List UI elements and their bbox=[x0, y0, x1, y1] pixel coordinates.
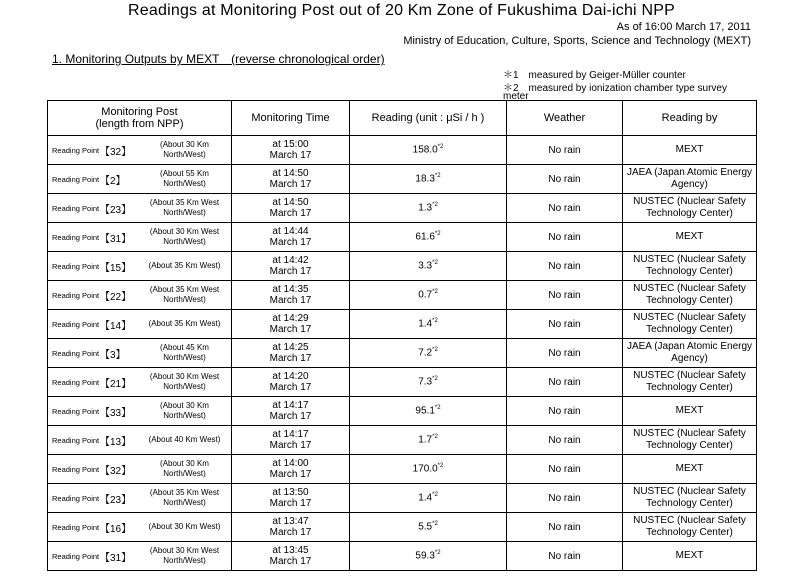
reading-value: 7.2 bbox=[418, 347, 433, 359]
reading-point-location bbox=[140, 343, 231, 363]
cell-reading-by bbox=[623, 252, 757, 281]
table-row bbox=[48, 310, 757, 339]
reading-point-id: 【15】 bbox=[100, 262, 132, 274]
location-line1: (About 35 Km West bbox=[149, 198, 220, 207]
location-line2: North/West) bbox=[163, 150, 206, 159]
reading-footnote-mark: *2 bbox=[432, 289, 438, 296]
time-line2: March 17 bbox=[269, 353, 312, 364]
reading-point-label: Reading Point bbox=[52, 522, 100, 532]
cell-monitoring-post bbox=[48, 455, 232, 484]
time-line1: at 14:44 bbox=[272, 226, 309, 237]
reading-footnote-mark: *2 bbox=[432, 434, 438, 441]
table-row bbox=[48, 136, 757, 165]
cell-reading-by bbox=[623, 223, 757, 252]
cell-weather: No rain bbox=[507, 426, 623, 455]
cell-reading-by bbox=[623, 455, 757, 484]
reading-by-line1: MEXT bbox=[675, 550, 704, 561]
time-line2: March 17 bbox=[269, 469, 312, 480]
reading-point-id: 【22】 bbox=[100, 291, 132, 303]
cell-reading bbox=[350, 252, 507, 281]
time-line1: at 13:47 bbox=[272, 516, 309, 527]
cell-monitoring-time bbox=[232, 165, 350, 194]
reading-by-line1: MEXT bbox=[675, 144, 704, 155]
reading-point-label: Reading Point bbox=[52, 319, 100, 329]
cell-reading bbox=[350, 484, 507, 513]
time-line1: at 14:00 bbox=[272, 458, 309, 469]
cell-reading-by bbox=[623, 397, 757, 426]
cell-monitoring-post bbox=[48, 339, 232, 368]
time-line2: March 17 bbox=[269, 527, 312, 538]
reading-by-line1: NUSTEC (Nuclear Safety bbox=[633, 515, 746, 526]
section-heading: 1. Monitoring Outputs by MEXT (reverse chronological order) bbox=[52, 52, 385, 66]
reading-point-label: Reading Point bbox=[52, 377, 100, 387]
table-body bbox=[48, 136, 757, 571]
location-line1: (About 30 Km West bbox=[149, 372, 220, 381]
cell-reading-by bbox=[623, 542, 757, 571]
reading-by-line1: NUSTEC (Nuclear Safety bbox=[633, 428, 746, 439]
location-line2: North/West) bbox=[163, 382, 206, 391]
reading-value: 170.0 bbox=[412, 463, 438, 475]
reading-point-id: 【13】 bbox=[100, 436, 132, 448]
cell-reading bbox=[350, 223, 507, 252]
time-line1: at 14:25 bbox=[272, 342, 309, 353]
cell-monitoring-post bbox=[48, 368, 232, 397]
reading-point-location bbox=[140, 435, 231, 445]
cell-weather: No rain bbox=[507, 252, 623, 281]
location-line2: North/West) bbox=[163, 208, 206, 217]
table-row bbox=[48, 252, 757, 281]
cell-monitoring-time bbox=[232, 339, 350, 368]
reading-point-label: Reading Point bbox=[52, 348, 100, 358]
cell-reading bbox=[350, 194, 507, 223]
reading-by-line1: JAEA (Japan Atomic Energy bbox=[626, 167, 753, 178]
reading-point-location bbox=[140, 285, 231, 305]
time-line1: at 14:35 bbox=[272, 284, 309, 295]
header-reading-by: Reading by bbox=[623, 101, 757, 136]
time-line2: March 17 bbox=[269, 237, 312, 248]
reading-point-label: Reading Point bbox=[52, 174, 100, 184]
table-row bbox=[48, 542, 757, 571]
cell-reading-by bbox=[623, 281, 757, 310]
reading-by-line1: NUSTEC (Nuclear Safety bbox=[633, 254, 746, 265]
reading-footnote-mark: *2 bbox=[432, 521, 438, 528]
cell-monitoring-post bbox=[48, 252, 232, 281]
location-line1: (About 40 Km West) bbox=[148, 435, 221, 444]
table-row bbox=[48, 194, 757, 223]
cell-monitoring-time bbox=[232, 484, 350, 513]
reading-point-location bbox=[140, 372, 231, 392]
cell-reading bbox=[350, 455, 507, 484]
time-line2: March 17 bbox=[269, 556, 312, 567]
reading-point-label: Reading Point bbox=[52, 493, 100, 503]
reading-by-line1: NUSTEC (Nuclear Safety bbox=[633, 196, 746, 207]
footnote-2: ＊2 measured by ionization chamber type survey bbox=[503, 83, 727, 94]
reading-by-line2: Technology Center) bbox=[646, 208, 733, 219]
reading-point-label: Reading Point bbox=[52, 406, 100, 416]
time-line1: at 13:50 bbox=[272, 487, 309, 498]
reading-by-line2: Technology Center) bbox=[646, 527, 733, 538]
ministry-name: Ministry of Education, Culture, Sports, Science and Technology (MEXT) bbox=[403, 35, 751, 47]
table-row bbox=[48, 426, 757, 455]
table-row bbox=[48, 368, 757, 397]
reading-point-id: 【31】 bbox=[100, 233, 132, 245]
cell-reading-by bbox=[623, 194, 757, 223]
reading-by-line2: Technology Center) bbox=[646, 295, 733, 306]
reading-by-line1: NUSTEC (Nuclear Safety bbox=[633, 486, 746, 497]
reading-point-id: 【2】 bbox=[100, 175, 126, 187]
reading-point-id: 【14】 bbox=[100, 320, 132, 332]
cell-reading bbox=[350, 542, 507, 571]
cell-monitoring-time bbox=[232, 252, 350, 281]
reading-by-line1: NUSTEC (Nuclear Safety bbox=[633, 283, 746, 294]
time-line1: at 14:50 bbox=[272, 197, 309, 208]
location-line1: (About 35 Km West) bbox=[148, 319, 221, 328]
reading-value: 95.1 bbox=[415, 405, 435, 417]
cell-monitoring-time bbox=[232, 310, 350, 339]
footnote-2-continued: meter bbox=[503, 91, 529, 102]
cell-monitoring-post bbox=[48, 165, 232, 194]
time-line2: March 17 bbox=[269, 440, 312, 451]
reading-by-line1: MEXT bbox=[675, 231, 704, 242]
reading-point-label: Reading Point bbox=[52, 261, 100, 271]
table-row bbox=[48, 281, 757, 310]
reading-footnote-mark: *2 bbox=[432, 376, 438, 383]
cell-reading bbox=[350, 368, 507, 397]
reading-point-id: 【3】 bbox=[100, 349, 126, 361]
reading-footnote-mark: *2 bbox=[434, 173, 441, 180]
cell-monitoring-time bbox=[232, 223, 350, 252]
reading-footnote-mark: *2 bbox=[432, 260, 438, 267]
reading-point-location bbox=[140, 227, 231, 247]
reading-footnote-mark: *2 bbox=[437, 144, 444, 151]
reading-by-line2: Technology Center) bbox=[646, 324, 733, 335]
location-line1: (About 35 Km West bbox=[149, 488, 220, 497]
time-line1: at 14:17 bbox=[272, 429, 309, 440]
reading-by-line1: MEXT bbox=[675, 463, 704, 474]
cell-monitoring-time bbox=[232, 368, 350, 397]
time-line2: March 17 bbox=[269, 324, 312, 335]
reading-by-line2: Technology Center) bbox=[646, 382, 733, 393]
reading-by-line1: MEXT bbox=[675, 405, 704, 416]
location-line1: (About 30 Km West bbox=[149, 546, 220, 555]
location-line1: (About 30 Km West bbox=[149, 227, 220, 236]
cell-weather: No rain bbox=[507, 194, 623, 223]
reading-point-label: Reading Point bbox=[52, 203, 100, 213]
reading-by-line2: Agency) bbox=[671, 179, 708, 190]
cell-reading bbox=[350, 513, 507, 542]
reading-point-id: 【32】 bbox=[100, 146, 132, 158]
cell-reading-by bbox=[623, 426, 757, 455]
reading-footnote-mark: *2 bbox=[437, 463, 444, 470]
cell-reading-by bbox=[623, 368, 757, 397]
table-row bbox=[48, 165, 757, 194]
cell-monitoring-post bbox=[48, 426, 232, 455]
cell-weather: No rain bbox=[507, 136, 623, 165]
cell-monitoring-time bbox=[232, 542, 350, 571]
location-line2: North/West) bbox=[163, 411, 206, 420]
reading-value: 7.3 bbox=[418, 376, 433, 388]
cell-reading bbox=[350, 397, 507, 426]
header-reading: Reading (unit : μSi / h ) bbox=[350, 101, 507, 136]
time-line2: March 17 bbox=[269, 411, 312, 422]
reading-point-label: Reading Point bbox=[52, 232, 100, 242]
reading-by-line1: JAEA (Japan Atomic Energy bbox=[626, 341, 753, 352]
cell-reading-by bbox=[623, 339, 757, 368]
reading-value: 3.3 bbox=[418, 260, 433, 272]
reading-point-label: Reading Point bbox=[52, 145, 100, 155]
time-line1: at 14:29 bbox=[272, 313, 309, 324]
reading-point-label: Reading Point bbox=[52, 464, 100, 474]
time-line2: March 17 bbox=[269, 295, 312, 306]
time-line2: March 17 bbox=[269, 179, 312, 190]
table-header-row bbox=[48, 101, 757, 136]
cell-monitoring-post bbox=[48, 542, 232, 571]
reading-point-location bbox=[140, 319, 231, 329]
reading-point-id: 【23】 bbox=[100, 494, 132, 506]
table-row bbox=[48, 339, 757, 368]
reading-value: 1.4 bbox=[418, 492, 433, 504]
reading-value: 158.0 bbox=[412, 144, 438, 156]
cell-reading-by bbox=[623, 513, 757, 542]
cell-monitoring-time bbox=[232, 426, 350, 455]
table-row bbox=[48, 455, 757, 484]
reading-by-line1: NUSTEC (Nuclear Safety bbox=[633, 370, 746, 381]
reading-value: 0.7 bbox=[418, 289, 433, 301]
cell-reading bbox=[350, 426, 507, 455]
reading-point-id: 【32】 bbox=[100, 465, 132, 477]
reading-footnote-mark: *2 bbox=[434, 405, 441, 412]
reading-footnote-mark: *2 bbox=[434, 550, 441, 557]
location-line2: North/West) bbox=[163, 237, 206, 246]
location-line1: (About 45 Km bbox=[160, 343, 209, 352]
cell-reading-by bbox=[623, 310, 757, 339]
cell-monitoring-post bbox=[48, 194, 232, 223]
time-line1: at 13:45 bbox=[272, 545, 309, 556]
location-line1: (About 30 Km bbox=[160, 401, 209, 410]
time-line2: March 17 bbox=[269, 208, 312, 219]
cell-monitoring-post bbox=[48, 310, 232, 339]
as-of-date: As of 16:00 March 17, 2011 bbox=[616, 21, 751, 33]
location-line2: North/West) bbox=[163, 469, 206, 478]
cell-monitoring-post bbox=[48, 513, 232, 542]
cell-weather: No rain bbox=[507, 513, 623, 542]
reading-point-location bbox=[140, 546, 231, 566]
location-line1: (About 30 Km bbox=[160, 459, 209, 468]
cell-reading bbox=[350, 165, 507, 194]
time-line2: March 17 bbox=[269, 150, 312, 161]
cell-monitoring-time bbox=[232, 136, 350, 165]
header-post-line2: (length from NPP) bbox=[95, 118, 184, 130]
reading-point-location bbox=[140, 169, 231, 189]
reading-value: 1.4 bbox=[418, 318, 433, 330]
location-line2: North/West) bbox=[163, 556, 206, 565]
time-line2: March 17 bbox=[269, 382, 312, 393]
cell-reading bbox=[350, 339, 507, 368]
reading-footnote-mark: *2 bbox=[432, 492, 438, 499]
reading-point-label: Reading Point bbox=[52, 435, 100, 445]
cell-weather: No rain bbox=[507, 542, 623, 571]
location-line1: (About 35 Km West) bbox=[148, 261, 221, 270]
location-line1: (About 35 Km West bbox=[149, 285, 220, 294]
table-row bbox=[48, 223, 757, 252]
cell-monitoring-time bbox=[232, 455, 350, 484]
page-title: Readings at Monitoring Post out of 20 Km Zone of Fukushima Dai-ichi NPP bbox=[128, 2, 675, 19]
reading-by-line1: NUSTEC (Nuclear Safety bbox=[633, 312, 746, 323]
reading-point-id: 【23】 bbox=[100, 204, 132, 216]
reading-value: 59.3 bbox=[415, 550, 435, 562]
cell-reading-by bbox=[623, 165, 757, 194]
cell-weather: No rain bbox=[507, 339, 623, 368]
time-line1: at 14:50 bbox=[272, 168, 309, 179]
header-post-line1: Monitoring Post bbox=[101, 106, 178, 118]
cell-reading bbox=[350, 281, 507, 310]
location-line2: North/West) bbox=[163, 353, 206, 362]
reading-footnote-mark: *2 bbox=[434, 231, 441, 238]
location-line2: North/West) bbox=[163, 498, 206, 507]
time-line1: at 14:20 bbox=[272, 371, 309, 382]
cell-monitoring-post bbox=[48, 484, 232, 513]
time-line2: March 17 bbox=[269, 266, 312, 277]
reading-footnote-mark: *2 bbox=[432, 347, 438, 354]
time-line1: at 15:00 bbox=[272, 139, 309, 150]
location-line1: (About 30 Km West) bbox=[148, 522, 221, 531]
reading-value: 18.3 bbox=[415, 173, 435, 185]
reading-value: 1.7 bbox=[418, 434, 433, 446]
location-line1: (About 55 Km bbox=[160, 169, 209, 178]
reading-point-location bbox=[140, 459, 231, 479]
cell-weather: No rain bbox=[507, 310, 623, 339]
cell-monitoring-post bbox=[48, 223, 232, 252]
header-monitoring-post bbox=[48, 101, 232, 136]
table-row bbox=[48, 513, 757, 542]
cell-reading bbox=[350, 310, 507, 339]
reading-value: 5.5 bbox=[418, 521, 433, 533]
time-line1: at 14:17 bbox=[272, 400, 309, 411]
cell-reading bbox=[350, 136, 507, 165]
cell-monitoring-time bbox=[232, 513, 350, 542]
cell-weather: No rain bbox=[507, 165, 623, 194]
cell-weather: No rain bbox=[507, 484, 623, 513]
reading-by-line2: Agency) bbox=[671, 353, 708, 364]
time-line1: at 14:42 bbox=[272, 255, 309, 266]
cell-weather: No rain bbox=[507, 397, 623, 426]
cell-weather: No rain bbox=[507, 281, 623, 310]
cell-monitoring-post bbox=[48, 397, 232, 426]
cell-reading-by bbox=[623, 136, 757, 165]
reading-footnote-mark: *2 bbox=[432, 318, 438, 325]
reading-point-location bbox=[140, 488, 231, 508]
reading-point-label: Reading Point bbox=[52, 290, 100, 300]
reading-by-line2: Technology Center) bbox=[646, 440, 733, 451]
reading-point-id: 【16】 bbox=[100, 523, 132, 535]
cell-reading-by bbox=[623, 484, 757, 513]
table-row bbox=[48, 484, 757, 513]
cell-monitoring-time bbox=[232, 281, 350, 310]
reading-point-location bbox=[140, 401, 231, 421]
reading-by-line2: Technology Center) bbox=[646, 498, 733, 509]
reading-value: 1.3 bbox=[418, 202, 433, 214]
cell-monitoring-post bbox=[48, 281, 232, 310]
header-monitoring-time: Monitoring Time bbox=[232, 101, 350, 136]
reading-point-location bbox=[140, 140, 231, 160]
reading-footnote-mark: *2 bbox=[432, 202, 438, 209]
location-line2: North/West) bbox=[163, 179, 206, 188]
location-line1: (About 30 Km bbox=[160, 140, 209, 149]
reading-point-label: Reading Point bbox=[52, 551, 100, 561]
reading-by-line2: Technology Center) bbox=[646, 266, 733, 277]
reading-point-id: 【33】 bbox=[100, 407, 132, 419]
reading-point-location bbox=[140, 198, 231, 218]
cell-weather: No rain bbox=[507, 368, 623, 397]
time-line2: March 17 bbox=[269, 498, 312, 509]
readings-table bbox=[47, 100, 757, 571]
reading-value: 61.6 bbox=[415, 231, 435, 243]
cell-monitoring-time bbox=[232, 397, 350, 426]
cell-monitoring-time bbox=[232, 194, 350, 223]
reading-point-id: 【31】 bbox=[100, 552, 132, 564]
header-weather: Weather bbox=[507, 101, 623, 136]
reading-point-location bbox=[140, 261, 231, 271]
reading-point-location bbox=[140, 522, 231, 532]
cell-monitoring-post bbox=[48, 136, 232, 165]
cell-weather: No rain bbox=[507, 455, 623, 484]
location-line2: North/West) bbox=[163, 295, 206, 304]
reading-point-id: 【21】 bbox=[100, 378, 132, 390]
footnote-1: ＊1 measured by Geiger-Müller counter bbox=[503, 70, 686, 81]
table-row bbox=[48, 397, 757, 426]
cell-weather: No rain bbox=[507, 223, 623, 252]
